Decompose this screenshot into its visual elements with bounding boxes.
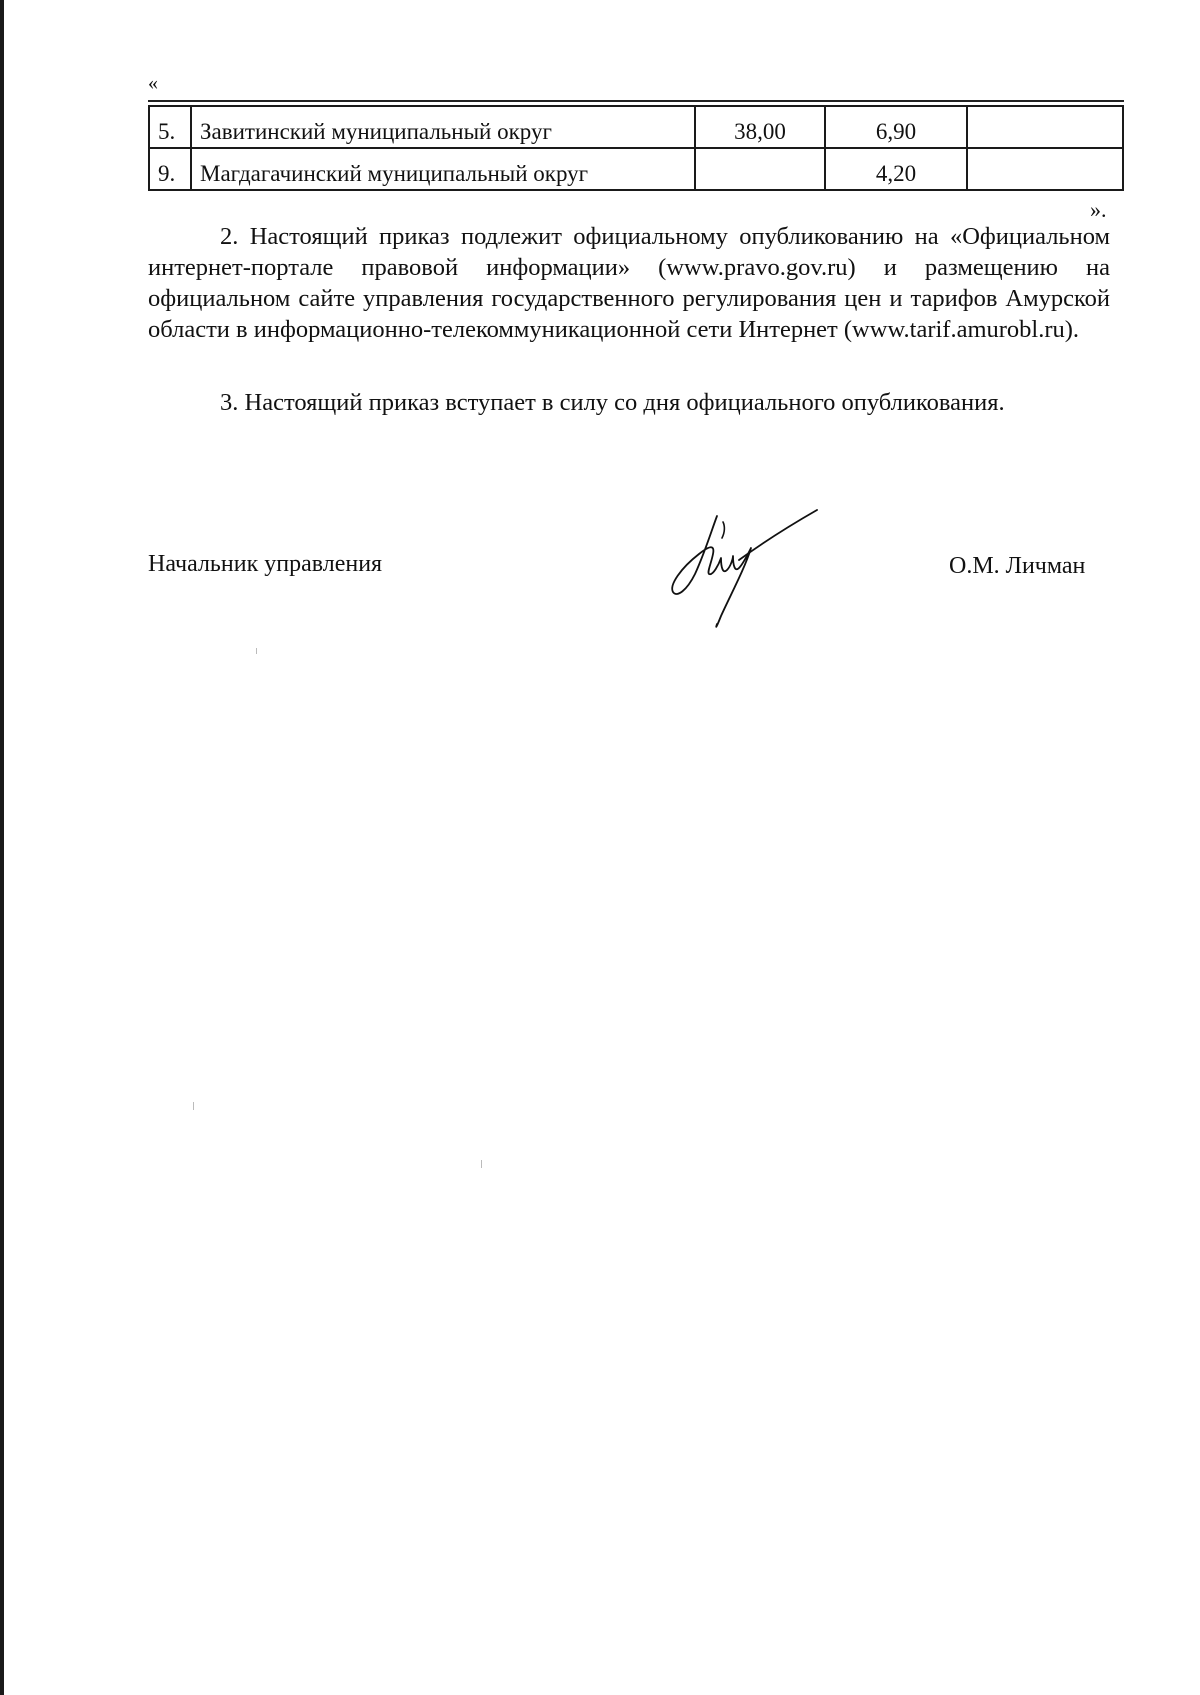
- table-opening-quote: «: [148, 72, 158, 94]
- row-number: 9.: [149, 148, 191, 190]
- row-number: 5.: [149, 106, 191, 148]
- scan-artifact: [481, 1160, 482, 1168]
- row-district-name: Магдагачинский муниципальный округ: [191, 148, 695, 190]
- row-value-b: 4,20: [825, 148, 967, 190]
- table-row: [149, 148, 1123, 190]
- signatory-title: Начальник управления: [148, 551, 383, 577]
- table-row: [149, 106, 1123, 148]
- paragraph-effective-date: 3. Настоящий приказ вступает в силу со дня официального опубликования.: [220, 389, 1005, 416]
- scan-artifact: [256, 648, 257, 654]
- signatory-name: О.М. Личман: [949, 553, 1086, 579]
- row-district-name: Завитинский муниципальный округ: [191, 106, 695, 148]
- table-top-rule: [148, 100, 1124, 102]
- handwritten-signature: [665, 508, 830, 633]
- row-value-b: 6,90: [825, 106, 967, 148]
- tariff-table: [148, 105, 1124, 191]
- row-value-a: [695, 148, 825, 190]
- scan-artifact: [193, 1102, 194, 1110]
- paragraph-publication: 2. Настоящий приказ подлежит официальному опубликованию на «Официальном интернет-портале правовой информации» (www.pravo.gov.ru) и размещению на официальном сайте управления государственного регулирования цен и тарифов Амурской области в информационно-телекоммуникационной сети Интернет (www.tarif.amurobl.ru).: [148, 223, 1110, 343]
- table-closing-quote: ».: [1090, 197, 1107, 222]
- row-value-a: 38,00: [695, 106, 825, 148]
- row-value-c: [967, 106, 1123, 148]
- row-value-c: [967, 148, 1123, 190]
- scan-page-edge: [0, 0, 4, 1695]
